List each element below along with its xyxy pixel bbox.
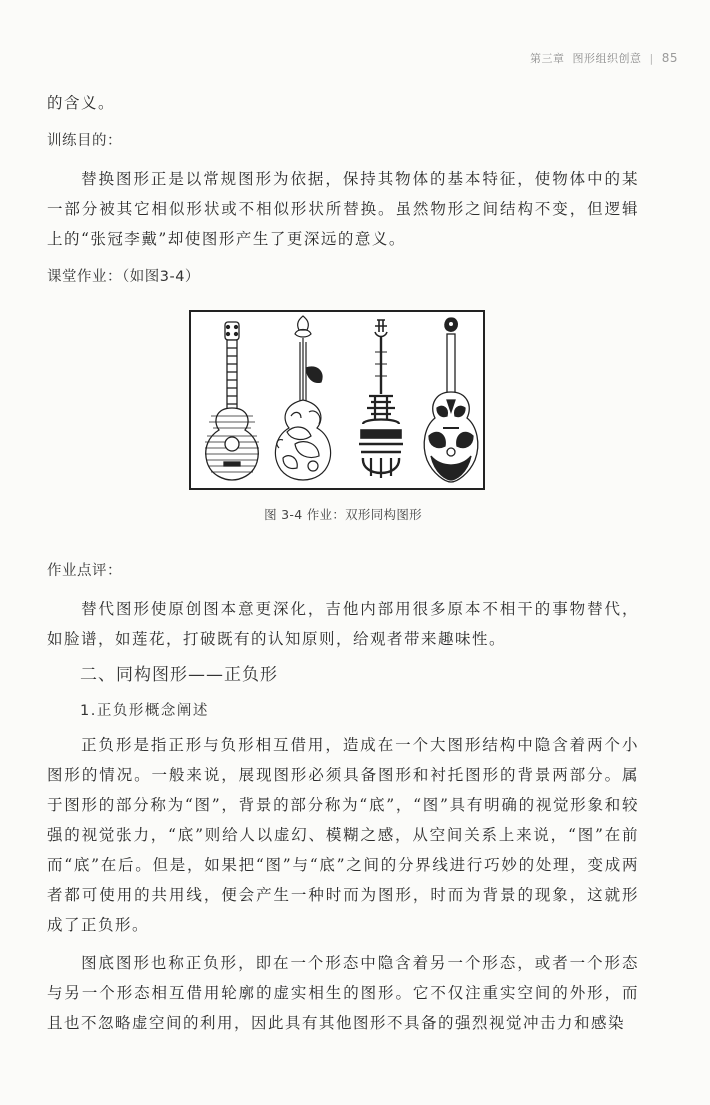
striped-guitar-icon <box>205 322 259 480</box>
training-goal-paragraph: 替换图形正是以常规图形为依据，保持其物体的基本特征，使物体中的某一部分被其它相似形状或不相似形状所替换。虽然物形之间结构不变，但逻辑上的“张冠李戴”却使图形产生了更深远的意义。 <box>47 170 639 248</box>
opera-mask-guitar-icon <box>424 318 478 482</box>
calligraphy-guitar-icon <box>359 320 403 478</box>
page-number: 85 <box>661 51 678 65</box>
review-label: 作业点评： <box>47 563 122 579</box>
training-goal-label: 训练目的： <box>47 133 122 149</box>
concept-paragraph: 正负形是指正形与负形相互借用，造成在一个大图形结构中隐含着两个小图形的情况。一般来说，展现图形必须具备图形和衬托图形的背景两部分。属于图形的部分称为“图”，背景的部分称为“底”，“图”具有明确的视觉形象和较强的视觉张力，“底”则给人以虚幻、模糊之感，从空间关系上来说，“图”在前而“底”在后。但是，如果把“图”与“底”之间的分界线进行巧妙的处理，变成两者都可使用的共用线，便会产生一种时而为图形，时而为背景的现象，这就形成了正负形。 <box>47 736 639 934</box>
page-content <box>47 88 639 1038</box>
section-label: 图形组织创意 <box>572 52 642 65</box>
chapter-label: 第三章 <box>530 52 565 65</box>
review-paragraph: 替代图形使原创图本意更深化，吉他内部用很多原本不相干的事物替代，如脸谱，如莲花，打破既有的认知原则，给观者带来趣味性。 <box>47 600 639 648</box>
continuation-line: 的含义。 <box>47 94 116 112</box>
subsection-heading: 1.正负形概念阐述 <box>80 703 209 719</box>
header-separator: | <box>649 51 654 65</box>
figure-3-4 <box>189 310 485 490</box>
lotus-guitar-icon <box>275 316 330 480</box>
homework-label: 课堂作业：（如图3-4） <box>47 269 200 285</box>
figure-caption: 图 3-4 作业：双形同构图形 <box>264 507 422 522</box>
section-heading: 二、同构图形——正负形 <box>80 665 278 685</box>
running-header <box>530 50 678 66</box>
figure-ground-paragraph: 图底图形也称正负形，即在一个形态中隐含着另一个形态，或者一个形态与另一个形态相互借用轮廓的虚实相生的图形。它不仅注重实空间的外形，而且也不忽略虚空间的利用，因此具有其他图形不具备的强烈视觉冲击力和感染 <box>47 954 639 1032</box>
